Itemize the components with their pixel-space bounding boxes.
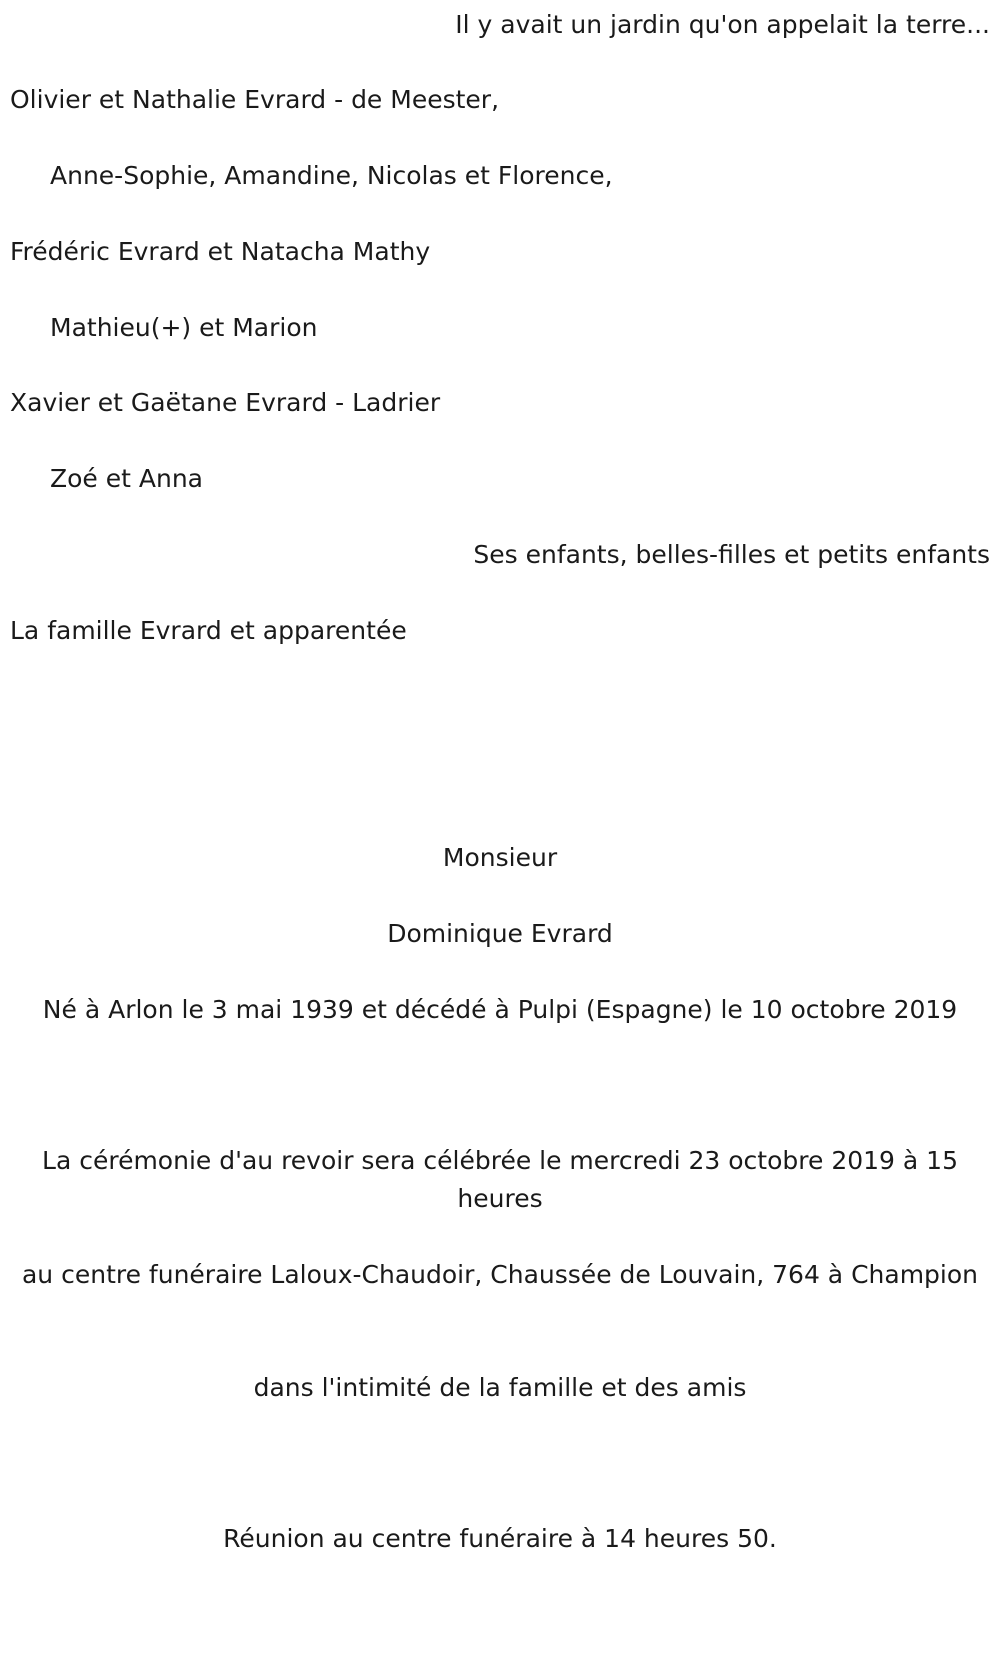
family-extended: La famille Evrard et apparentée xyxy=(10,616,407,645)
family-couple-3: Xavier et Gaëtane Evrard - Ladrier xyxy=(10,388,441,417)
family-signature: Ses enfants, belles-filles et petits enfants xyxy=(473,540,990,569)
family-couple-1: Olivier et Nathalie Evrard - de Meester, xyxy=(10,85,500,114)
epigraph: Il y avait un jardin qu'on appelait la terre... xyxy=(455,10,990,39)
deceased-name: Dominique Evrard xyxy=(387,919,613,948)
deceased-title: Monsieur xyxy=(442,843,558,872)
ceremony-location: au centre funéraire Laloux-Chaudoir, Chaussée de Louvain, 764 à Champion xyxy=(21,1260,979,1289)
ceremony-announcement: La cérémonie d'au revoir sera célébrée le mercredi 23 octobre 2019 à 15 heures xyxy=(42,1146,958,1213)
family-children-2: Mathieu(+) et Marion xyxy=(50,313,318,342)
deceased-dates: Né à Arlon le 3 mai 1939 et décédé à Pulpi (Espagne) le 10 octobre 2019 xyxy=(42,995,958,1024)
ceremony-privacy: dans l'intimité de la famille et des amis xyxy=(253,1373,747,1402)
family-children-3: Zoé et Anna xyxy=(50,464,203,493)
family-couple-2: Frédéric Evrard et Natacha Mathy xyxy=(10,237,431,266)
family-children-1: Anne-Sophie, Amandine, Nicolas et Florence, xyxy=(50,161,613,190)
ceremony-meeting: Réunion au centre funéraire à 14 heures 50. xyxy=(223,1524,777,1553)
